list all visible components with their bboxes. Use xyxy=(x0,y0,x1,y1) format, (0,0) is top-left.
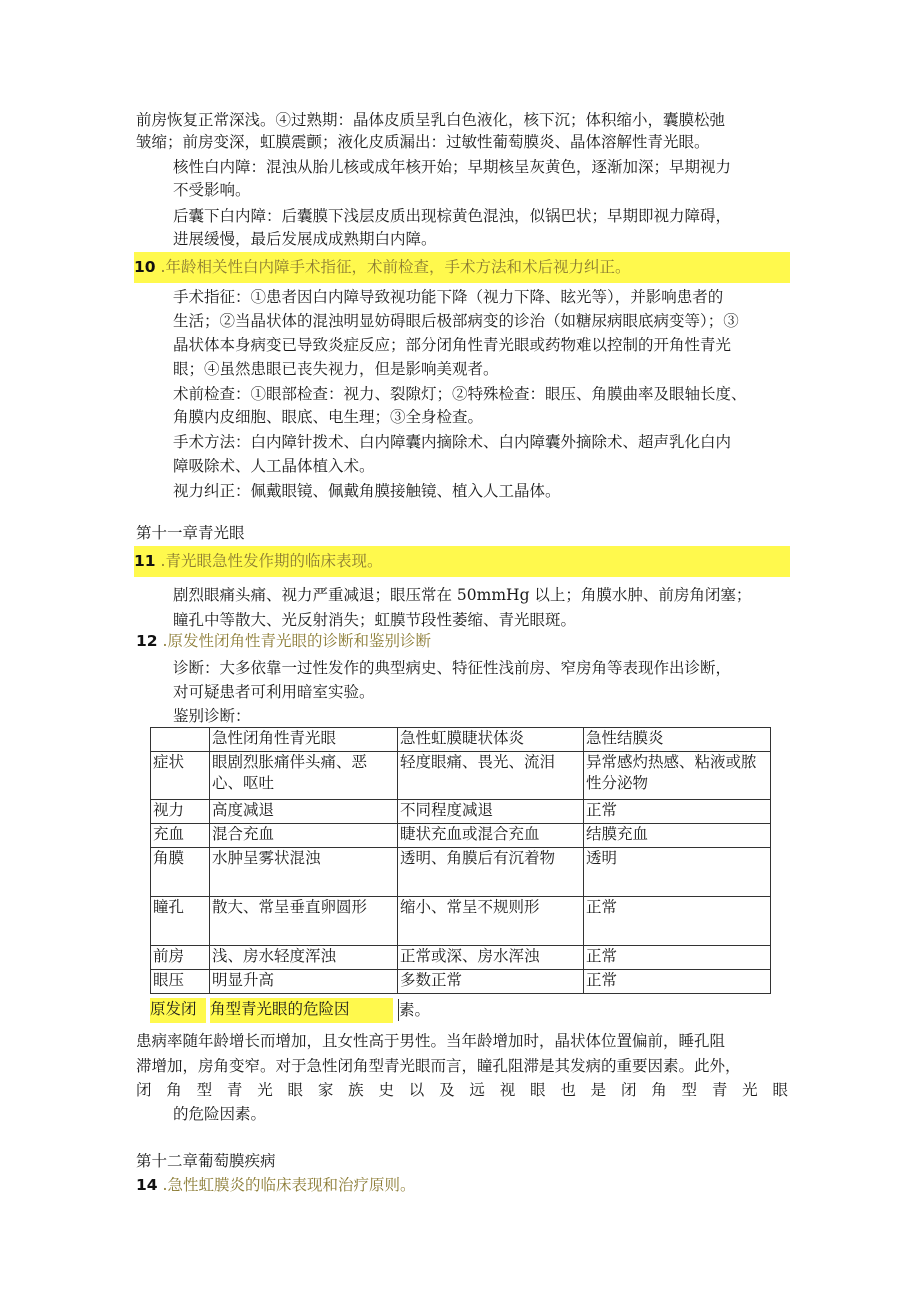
para-line: 瞳孔中等散大、光反射消失；虹膜节段性萎缩、青光眼斑。 xyxy=(173,611,577,629)
para-line: 后囊下白内障：后囊膜下浅层皮质出现棕黄色混浊，似锅巴状；早期即视力障碍， xyxy=(173,207,732,225)
question-title: .青光眼急性发作期的临床表现。 xyxy=(160,552,383,570)
para-line: 晶状体本身病变已导致炎症反应；部分闭角性青光眼或药物难以控制的开角性青光 xyxy=(173,336,732,354)
para-line: 障吸除术、人工晶体植入术。 xyxy=(173,457,375,475)
table-cell: 瞳孔 xyxy=(151,897,210,946)
para-line: 闭角型青光眼家族史以及远视眼也是闭角型青光眼 xyxy=(136,1081,788,1099)
table-cell: 正常 xyxy=(584,897,771,946)
question-title: .急性虹膜炎的临床表现和治疗原则。 xyxy=(162,1176,416,1194)
para-line: 进展缓慢，最后发展成成熟期白内障。 xyxy=(173,230,437,248)
question-number: 11 xyxy=(134,552,156,570)
question-14-heading xyxy=(136,1174,415,1196)
question-13-title-part: 素。 xyxy=(399,1001,431,1019)
table-cell: 轻度眼痛、畏光、流泪 xyxy=(398,752,584,800)
para-line: 生活；②当晶状体的混浊明显妨碍眼后极部病变的诊治（如糖尿病眼底病变等）；③ xyxy=(173,312,739,330)
table-row xyxy=(151,752,771,800)
table-header-cell: 急性虹膜睫状体炎 xyxy=(398,728,584,752)
table-cell: 眼压 xyxy=(151,970,210,994)
table-header-row xyxy=(151,728,771,752)
para-line: 对可疑患者可利用暗室实验。 xyxy=(173,683,375,701)
table-cell: 高度减退 xyxy=(210,800,398,824)
para-line: 诊断：大多依靠一过性发作的典型病史、特征性浅前房、窄房角等表现作出诊断， xyxy=(173,659,732,677)
chapter-heading: 第十一章青光眼 xyxy=(136,524,245,542)
para-line: 核性白内障：混浊从胎儿核或成年核开始；早期核呈灰黄色，逐渐加深；早期视力 xyxy=(173,158,732,176)
table-row xyxy=(151,848,771,897)
question-13-title-part: 原发闭 xyxy=(150,998,206,1023)
question-11-heading xyxy=(134,546,790,577)
table-cell: 正常 xyxy=(584,970,771,994)
chapter-heading: 第十二章葡萄膜疾病 xyxy=(136,1152,276,1170)
table-cell: 透明 xyxy=(584,848,771,897)
table-row xyxy=(151,970,771,994)
question-10-heading xyxy=(134,252,790,283)
table-row xyxy=(151,897,771,946)
para-line: 手术指征：①患者因白内障导致视功能下降（视力下降、眩光等），并影响患者的 xyxy=(173,288,724,306)
table-cell: 不同程度减退 xyxy=(398,800,584,824)
para-line: 患病率随年龄增长而增加，且女性高于男性。当年龄增加时，晶状体位置偏前，睡孔阻 xyxy=(136,1032,726,1050)
table-cell: 混合充血 xyxy=(210,824,398,848)
table-row xyxy=(151,824,771,848)
table-cell: 异常感灼热感、粘液或脓性分泌物 xyxy=(584,752,771,800)
table-header-cell xyxy=(151,728,210,752)
para-line: 滞增加，房角变窄。对于急性闭角型青光眼而言，瞳孔阻滞是其发病的重要因素。此外， xyxy=(136,1057,741,1075)
question-number: 14 xyxy=(136,1176,158,1194)
para-line: 的危险因素。 xyxy=(173,1105,267,1123)
table-cell: 结膜充血 xyxy=(584,824,771,848)
table-cell: 缩小、常呈不规则形 xyxy=(398,897,584,946)
para-line: 角膜内皮细胞、眼底、电生理；③全身检查。 xyxy=(173,408,484,426)
table-cell: 眼剧烈胀痛伴头痛、恶心、呕吐 xyxy=(210,752,398,800)
para-line: 剧烈眼痛头痛、视力严重减退；眼压常在 50mmHg 以上；角膜水肿、前房角闭塞； xyxy=(173,586,752,604)
table-cell: 浅、房水轻度浑浊 xyxy=(210,946,398,970)
differential-diagnosis-table xyxy=(150,727,771,994)
table-cell: 明显升高 xyxy=(210,970,398,994)
question-title: .年龄相关性白内障手术指征，术前检查，手术方法和术后视力纠正。 xyxy=(160,258,631,276)
question-title: .原发性闭角性青光眼的诊断和鉴别诊断 xyxy=(162,632,431,650)
para-line: 鉴别诊断： xyxy=(173,707,251,725)
question-13-title-part: 角型青光眼的危险因 xyxy=(210,998,393,1023)
table-cell: 角膜 xyxy=(151,848,210,897)
para-line: 前房恢复正常深浅。④过熟期：晶体皮质呈乳白色液化，核下沉；体积缩小，囊膜松弛 xyxy=(136,111,726,129)
para-line: 眼；④虽然患眼已丧失视力，但是影响美观者。 xyxy=(173,360,499,378)
table-row xyxy=(151,800,771,824)
table-header-cell: 急性闭角性青光眼 xyxy=(210,728,398,752)
table-cell: 正常 xyxy=(584,800,771,824)
para-line: 不受影响。 xyxy=(173,181,251,199)
table-cell: 充血 xyxy=(151,824,210,848)
table-cell: 散大、常呈垂直卵圆形 xyxy=(210,897,398,946)
table-row xyxy=(151,946,771,970)
para-line: 皱缩；前房变深，虹膜震颤；液化皮质漏出：过敏性葡萄膜炎、晶体溶解性青光眼。 xyxy=(136,133,710,151)
table-cell: 睫状充血或混合充血 xyxy=(398,824,584,848)
question-12-heading xyxy=(136,630,431,652)
para-line: 手术方法：白内障针拨术、白内障囊内摘除术、白内障囊外摘除术、超声乳化白内 xyxy=(173,433,732,451)
table-cell: 视力 xyxy=(151,800,210,824)
para-line: 视力纠正：佩戴眼镜、佩戴角膜接触镜、植入人工晶体。 xyxy=(173,482,561,500)
table-cell: 水肿呈雾状混浊 xyxy=(210,848,398,897)
question-number: 12 xyxy=(136,632,158,650)
table-cell: 正常 xyxy=(584,946,771,970)
table-header-cell: 急性结膜炎 xyxy=(584,728,771,752)
table-cell: 多数正常 xyxy=(398,970,584,994)
table-cell: 前房 xyxy=(151,946,210,970)
table-cell: 透明、角膜后有沉着物 xyxy=(398,848,584,897)
table-cell: 症状 xyxy=(151,752,210,800)
question-number: 10 xyxy=(134,258,156,276)
table-cell: 正常或深、房水浑浊 xyxy=(398,946,584,970)
para-line: 术前检查：①眼部检查：视力、裂隙灯；②特殊检查：眼压、角膜曲率及眼轴长度、 xyxy=(173,385,747,403)
